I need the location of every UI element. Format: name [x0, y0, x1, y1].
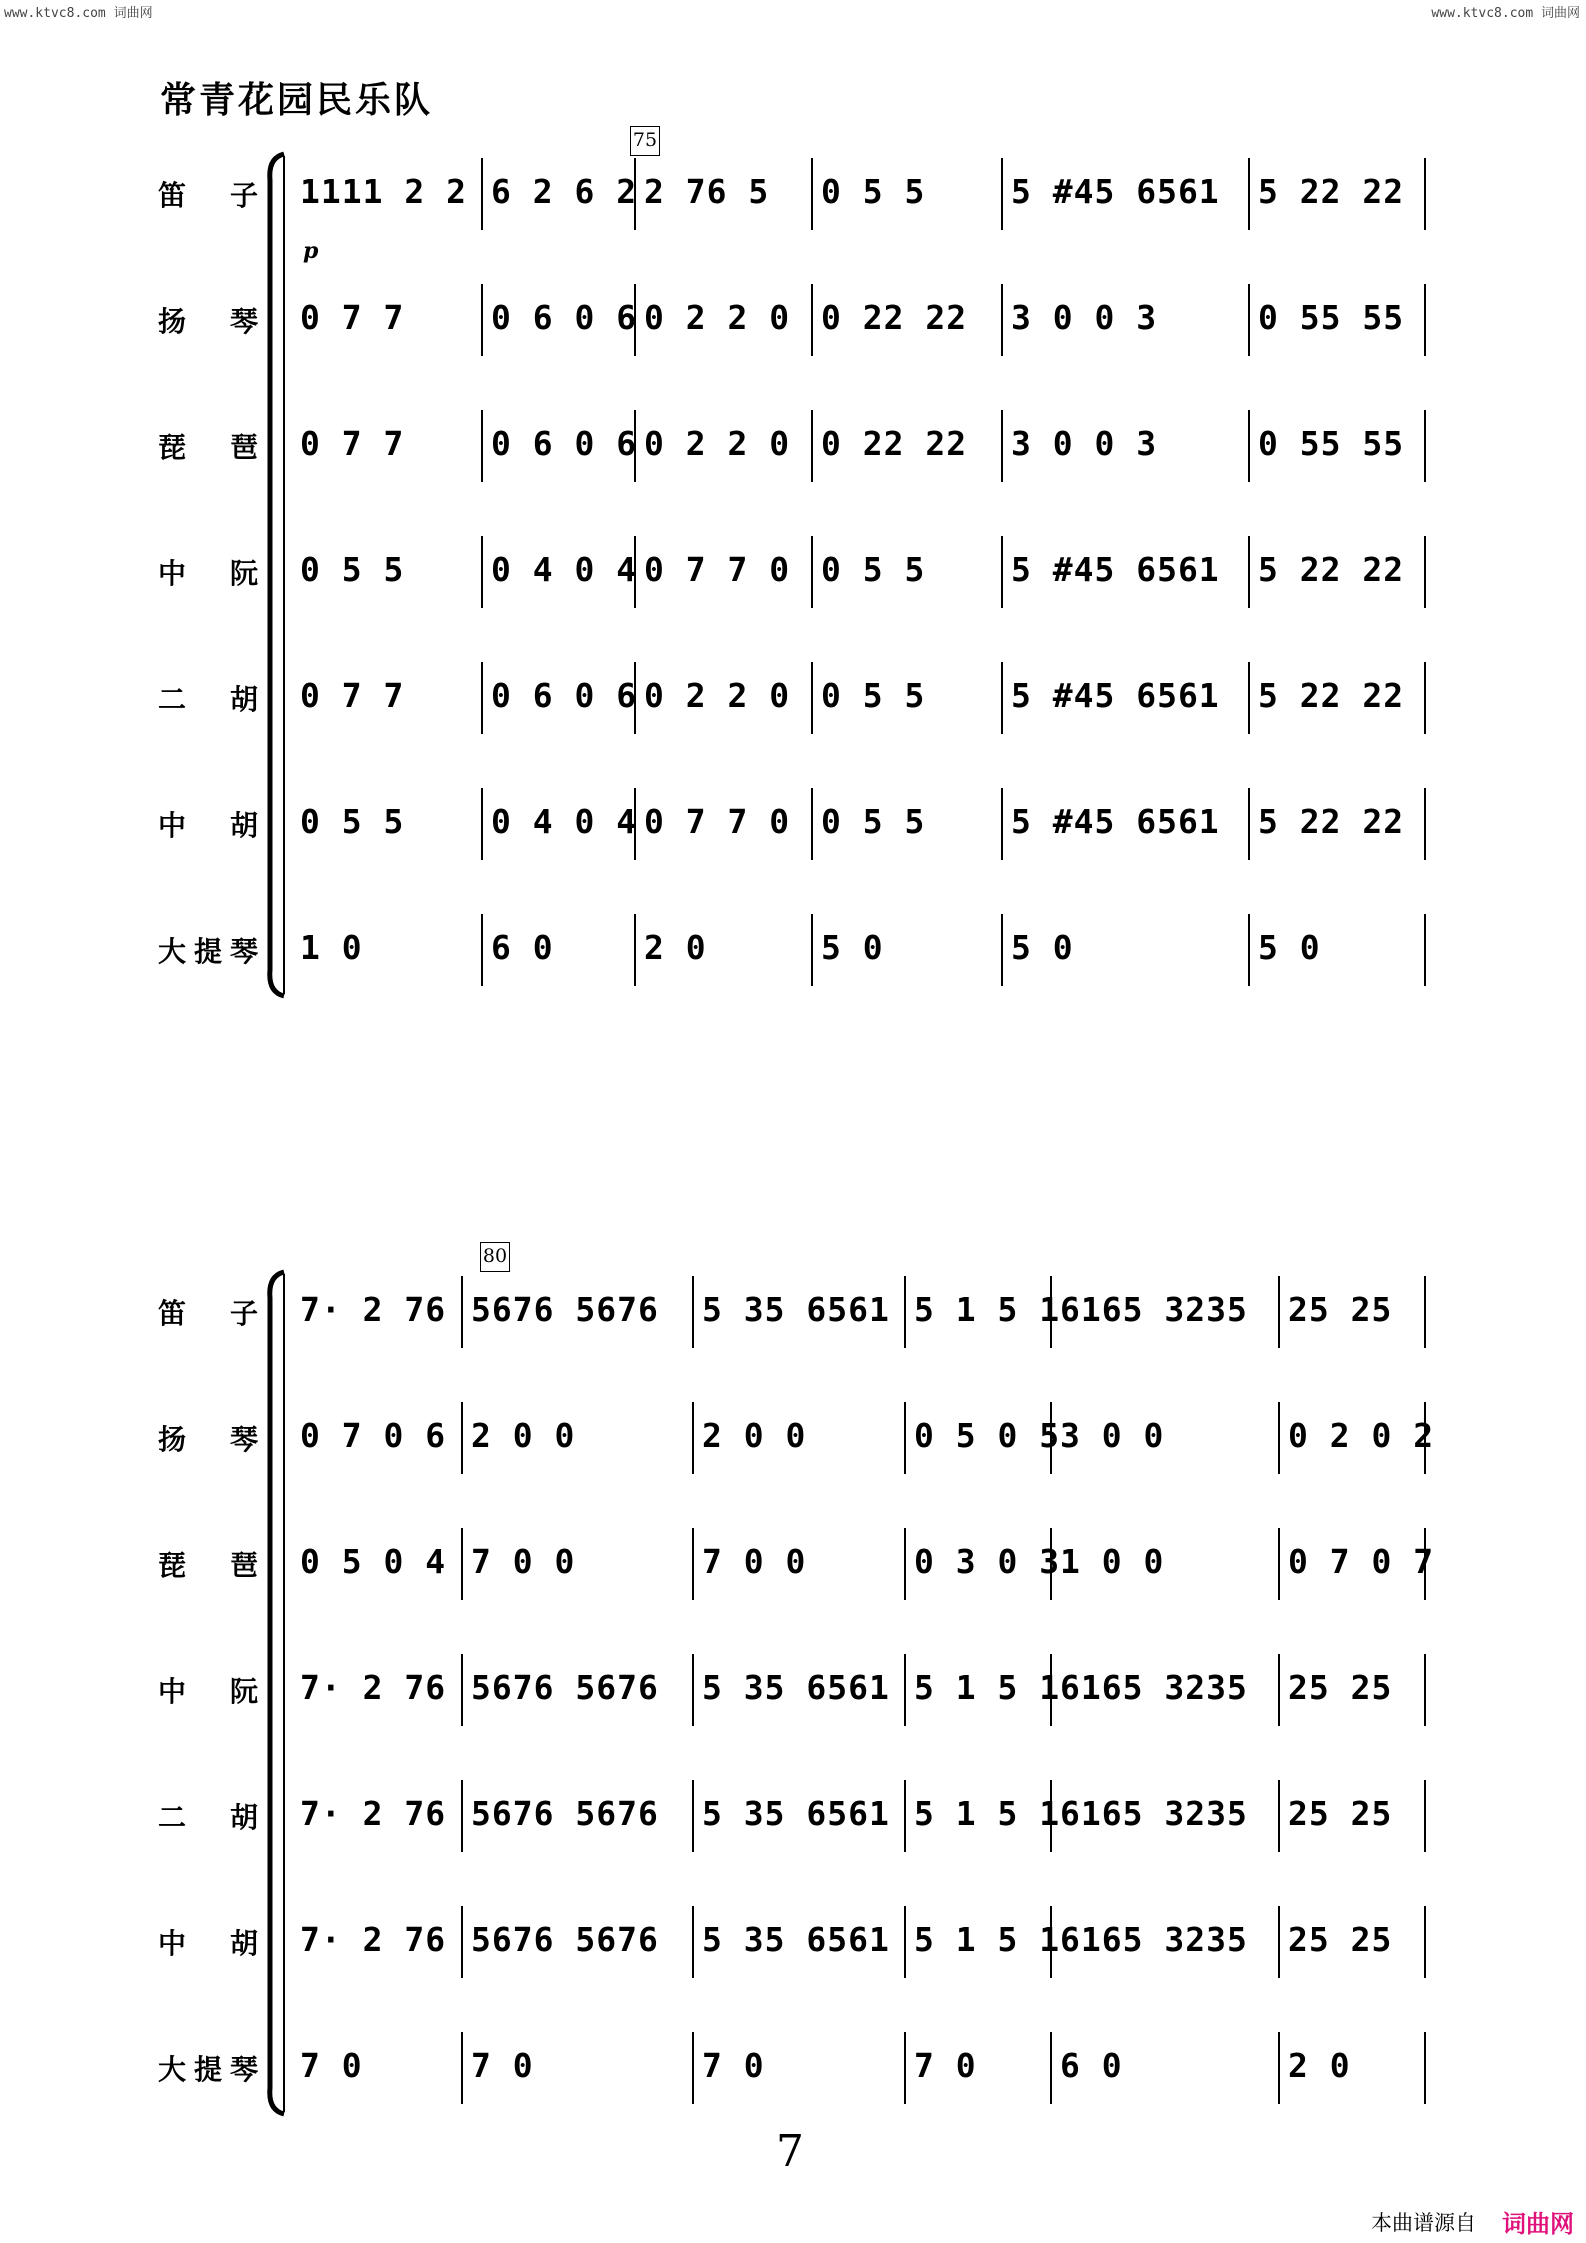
measure-0-0-2: 2 76 5 — [644, 172, 770, 211]
barline — [904, 1402, 906, 1474]
measure-1-3-4: 6165 3235 — [1060, 1668, 1248, 1707]
measure-1-6-2: 7 0 — [702, 2046, 765, 2085]
measure-0-2-5: 0 55 55 — [1258, 424, 1405, 463]
barline — [1278, 1402, 1280, 1474]
barline — [1424, 1780, 1426, 1852]
instrument-label-0-0: 笛 子 — [158, 179, 258, 212]
measure-1-4-1: 5676 5676 — [471, 1794, 659, 1833]
measure-0-5-5: 5 22 22 — [1258, 802, 1405, 841]
barline — [811, 536, 813, 608]
barline — [904, 1906, 906, 1978]
barline — [1278, 1654, 1280, 1726]
instrument-label-1-4: 二 胡 — [158, 1801, 258, 1834]
barline — [811, 410, 813, 482]
barline — [481, 536, 483, 608]
measure-1-6-3: 7 0 — [914, 2046, 977, 2085]
measure-1-0-3: 5 1 5 1 — [914, 1290, 1061, 1329]
measure-1-0-5: 25 25 — [1288, 1290, 1393, 1329]
measure-0-4-2: 0 2 2 0 — [644, 676, 791, 715]
measure-number-80: 80 — [480, 1242, 510, 1272]
measure-0-3-0: 0 5 5 — [300, 550, 405, 589]
barline — [811, 284, 813, 356]
barline — [481, 914, 483, 986]
barline — [904, 1654, 906, 1726]
barline — [811, 914, 813, 986]
barline — [1424, 2032, 1426, 2104]
measure-1-6-4: 6 0 — [1060, 2046, 1123, 2085]
measure-0-6-2: 2 0 — [644, 928, 707, 967]
measure-1-4-4: 6165 3235 — [1060, 1794, 1248, 1833]
measure-1-4-3: 5 1 5 1 — [914, 1794, 1061, 1833]
barline — [1424, 410, 1426, 482]
instrument-label-1-6: 大提琴 — [158, 2053, 258, 2086]
measure-0-1-2: 0 2 2 0 — [644, 298, 791, 337]
measure-1-0-1: 5676 5676 — [471, 1290, 659, 1329]
measure-1-2-4: 1 0 0 — [1060, 1542, 1165, 1581]
barline — [481, 284, 483, 356]
measure-0-2-4: 3 0 0 3 — [1011, 424, 1158, 463]
barline — [1424, 536, 1426, 608]
measure-0-3-3: 0 5 5 — [821, 550, 926, 589]
measure-1-1-4: 3 0 0 — [1060, 1416, 1165, 1455]
measure-1-5-0: 7· 2 76 — [300, 1920, 447, 1959]
measure-1-4-0: 7· 2 76 — [300, 1794, 447, 1833]
measure-1-2-5: 0 7 0 7 — [1288, 1542, 1435, 1581]
watermark-right: www.ktvc8.com 词曲网 — [1431, 6, 1580, 21]
measure-0-4-1: 0 6 0 6 — [491, 676, 638, 715]
barline — [692, 1906, 694, 1978]
barline — [1001, 662, 1003, 734]
barline — [1278, 1276, 1280, 1348]
page-number: 7 — [776, 2126, 804, 2177]
footer-source-text: 本曲谱源自 — [1371, 2211, 1476, 2235]
barline — [692, 1276, 694, 1348]
instrument-label-1-3: 中 阮 — [158, 1675, 258, 1708]
barline — [461, 2032, 463, 2104]
measure-0-5-1: 0 4 0 4 — [491, 802, 638, 841]
instrument-label-0-2: 琵 琶 — [158, 431, 258, 464]
measure-1-6-1: 7 0 — [471, 2046, 534, 2085]
barline — [904, 1276, 906, 1348]
measure-1-3-2: 5 35 6561 — [702, 1668, 890, 1707]
barline — [1424, 158, 1426, 230]
measure-0-0-5: 5 22 22 — [1258, 172, 1405, 211]
measure-0-0-3: 0 5 5 — [821, 172, 926, 211]
measure-0-1-0: 0 7 7 — [300, 298, 405, 337]
measure-0-6-1: 6 0 — [491, 928, 554, 967]
measure-1-5-2: 5 35 6561 — [702, 1920, 890, 1959]
measure-0-3-2: 0 7 7 0 — [644, 550, 791, 589]
barline — [1278, 2032, 1280, 2104]
barline — [1001, 158, 1003, 230]
measure-0-0-4: 5 #45 6561 — [1011, 172, 1220, 211]
measure-1-3-5: 25 25 — [1288, 1668, 1393, 1707]
instrument-label-1-5: 中 胡 — [158, 1927, 258, 1960]
measure-0-1-1: 0 6 0 6 — [491, 298, 638, 337]
barline — [1248, 788, 1250, 860]
measure-1-2-1: 7 0 0 — [471, 1542, 576, 1581]
barline — [1001, 914, 1003, 986]
measure-1-1-2: 2 0 0 — [702, 1416, 807, 1455]
barline — [904, 1528, 906, 1600]
barline — [1424, 284, 1426, 356]
barline — [481, 788, 483, 860]
barline — [461, 1402, 463, 1474]
measure-1-4-5: 25 25 — [1288, 1794, 1393, 1833]
barline — [1248, 662, 1250, 734]
barline — [692, 2032, 694, 2104]
measure-0-4-4: 5 #45 6561 — [1011, 676, 1220, 715]
barline — [1248, 410, 1250, 482]
barline — [481, 158, 483, 230]
measure-0-1-4: 3 0 0 3 — [1011, 298, 1158, 337]
measure-1-4-2: 5 35 6561 — [702, 1794, 890, 1833]
instrument-label-0-6: 大提琴 — [158, 935, 258, 968]
measure-0-6-0: 1 0 — [300, 928, 363, 967]
barline — [1001, 788, 1003, 860]
measure-0-5-3: 0 5 5 — [821, 802, 926, 841]
measure-0-6-3: 5 0 — [821, 928, 884, 967]
footer-site-link[interactable]: 词曲网 — [1502, 2210, 1574, 2238]
barline — [692, 1528, 694, 1600]
measure-1-0-2: 5 35 6561 — [702, 1290, 890, 1329]
measure-0-4-0: 0 7 7 — [300, 676, 405, 715]
barline — [634, 914, 636, 986]
measure-1-2-0: 0 5 0 4 — [300, 1542, 447, 1581]
barline — [461, 1654, 463, 1726]
barline — [461, 1780, 463, 1852]
instrument-label-1-0: 笛 子 — [158, 1297, 258, 1330]
instrument-label-0-1: 扬 琴 — [158, 305, 258, 338]
system-bracket — [262, 1268, 292, 2118]
system-bracket — [262, 150, 292, 1000]
instrument-label-0-4: 二 胡 — [158, 683, 258, 716]
measure-0-4-5: 5 22 22 — [1258, 676, 1405, 715]
instrument-label-1-1: 扬 琴 — [158, 1423, 258, 1456]
barline — [1278, 1528, 1280, 1600]
barline — [1424, 662, 1426, 734]
measure-1-1-3: 0 5 0 5 — [914, 1416, 1061, 1455]
measure-1-6-5: 2 0 — [1288, 2046, 1351, 2085]
dynamic-piano: p — [303, 238, 319, 264]
barline — [811, 788, 813, 860]
measure-0-5-4: 5 #45 6561 — [1011, 802, 1220, 841]
measure-0-2-2: 0 2 2 0 — [644, 424, 791, 463]
watermark-left: www.ktvc8.com 词曲网 — [4, 6, 153, 21]
barline — [692, 1654, 694, 1726]
measure-1-1-1: 2 0 0 — [471, 1416, 576, 1455]
barline — [1001, 284, 1003, 356]
barline — [904, 2032, 906, 2104]
measure-0-2-0: 0 7 7 — [300, 424, 405, 463]
measure-0-0-1: 6 2 6 2 — [491, 172, 638, 211]
measure-1-2-2: 7 0 0 — [702, 1542, 807, 1581]
barline — [1424, 1654, 1426, 1726]
barline — [1424, 1906, 1426, 1978]
barline — [481, 662, 483, 734]
measure-0-3-1: 0 4 0 4 — [491, 550, 638, 589]
instrument-label-0-3: 中 阮 — [158, 557, 258, 590]
barline — [1278, 1906, 1280, 1978]
measure-0-5-0: 0 5 5 — [300, 802, 405, 841]
barline — [1424, 1276, 1426, 1348]
measure-1-3-1: 5676 5676 — [471, 1668, 659, 1707]
barline — [1248, 536, 1250, 608]
measure-1-5-1: 5676 5676 — [471, 1920, 659, 1959]
barline — [1248, 284, 1250, 356]
instrument-label-1-2: 琵 琶 — [158, 1549, 258, 1582]
measure-0-1-5: 0 55 55 — [1258, 298, 1405, 337]
barline — [461, 1528, 463, 1600]
measure-0-1-3: 0 22 22 — [821, 298, 968, 337]
measure-1-2-3: 0 3 0 3 — [914, 1542, 1061, 1581]
measure-1-5-3: 5 1 5 1 — [914, 1920, 1061, 1959]
measure-1-0-0: 7· 2 76 — [300, 1290, 447, 1329]
measure-1-5-4: 6165 3235 — [1060, 1920, 1248, 1959]
measure-0-3-5: 5 22 22 — [1258, 550, 1405, 589]
barline — [481, 410, 483, 482]
barline — [811, 158, 813, 230]
measure-1-0-4: 6165 3235 — [1060, 1290, 1248, 1329]
barline — [1050, 2032, 1052, 2104]
barline — [692, 1402, 694, 1474]
measure-0-6-4: 5 0 — [1011, 928, 1074, 967]
measure-0-5-2: 0 7 7 0 — [644, 802, 791, 841]
score-title: 常青花园民乐队 — [160, 79, 434, 121]
measure-0-3-4: 5 #45 6561 — [1011, 550, 1220, 589]
measure-1-1-5: 0 2 0 2 — [1288, 1416, 1435, 1455]
measure-1-1-0: 0 7 0 6 — [300, 1416, 447, 1455]
measure-number-75: 75 — [630, 126, 660, 156]
measure-1-3-3: 5 1 5 1 — [914, 1668, 1061, 1707]
barline — [1001, 536, 1003, 608]
barline — [1248, 158, 1250, 230]
measure-1-6-0: 7 0 — [300, 2046, 363, 2085]
barline — [1001, 410, 1003, 482]
measure-0-2-1: 0 6 0 6 — [491, 424, 638, 463]
measure-1-3-0: 7· 2 76 — [300, 1668, 447, 1707]
barline — [1424, 788, 1426, 860]
barline — [692, 1780, 694, 1852]
barline — [461, 1276, 463, 1348]
measure-0-2-3: 0 22 22 — [821, 424, 968, 463]
barline — [811, 662, 813, 734]
measure-0-4-3: 0 5 5 — [821, 676, 926, 715]
measure-0-6-5: 5 0 — [1258, 928, 1321, 967]
barline — [1424, 914, 1426, 986]
barline — [1278, 1780, 1280, 1852]
barline — [904, 1780, 906, 1852]
barline — [461, 1906, 463, 1978]
measure-0-0-0: 1111 2 2 — [300, 172, 467, 211]
barline — [1248, 914, 1250, 986]
instrument-label-0-5: 中 胡 — [158, 809, 258, 842]
measure-1-5-5: 25 25 — [1288, 1920, 1393, 1959]
